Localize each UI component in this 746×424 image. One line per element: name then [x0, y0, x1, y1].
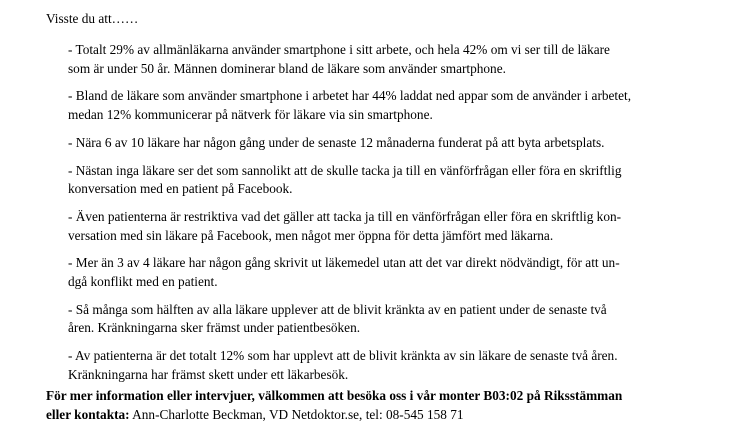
fact-item	[68, 301, 694, 338]
fact-item	[68, 134, 694, 153]
fact-line: versation med sin läkare på Facebook, men något mer öppna för detta jämfört med läkarna.	[68, 227, 554, 243]
fact-item	[68, 254, 694, 291]
fact-line: konversation med en patient på Facebook.	[68, 181, 293, 197]
fact-line: som är under 50 år. Männen dominerar bland de läkare som använder smartphone.	[68, 60, 506, 76]
fact-line: åren. Kränkningarna sker främst under patientbesöken.	[68, 320, 361, 336]
contact-details: Ann-Charlotte Beckman, VD Netdoktor.se, tel: 08-545 158 71	[129, 406, 464, 422]
fact-line: Kränkningarna har främst skett under ett läkarbesök.	[68, 366, 349, 382]
fact-line: - Nästan inga läkare ser det som sannolikt att de skulle tacka ja till en vänförfrågan eller föra en skriftlig	[68, 162, 622, 178]
fact-line: - Nära 6 av 10 läkare har någon gång under de senaste 12 månaderna funderat på att byta arbetsplats.	[68, 134, 605, 150]
contact-invitation: För mer information eller intervjuer, välkommen att besöka oss i vår monter B03:02 på Riksstämman	[46, 388, 623, 403]
intro-heading: Visste du att……	[46, 11, 139, 26]
fact-line: - Även patienterna är restriktiva vad det gäller att tacka ja till en vänförfrågan eller föra en skriftlig kon-	[68, 209, 622, 225]
fact-line: - Bland de läkare som använder smartphone i arbetet har 44% laddat ned appar som de använder i arbetet,	[68, 88, 632, 104]
contact-label: eller kontakta:	[46, 406, 130, 422]
fact-line: dgå konflikt med en patient.	[68, 273, 218, 289]
fact-line: medan 12% kommunicerar på nätverk för läkare via sin smartphone.	[68, 106, 433, 122]
contact-footer	[46, 387, 726, 424]
fact-item	[68, 41, 694, 78]
fact-line: - Av patienterna är det totalt 12% som har upplevt att de blivit kränkta av sin läkare de senaste två åren.	[68, 348, 618, 364]
fact-list	[68, 41, 694, 384]
fact-item	[68, 347, 694, 384]
fact-line: - Mer än 3 av 4 läkare har någon gång skrivit ut läkemedel utan att det var direkt nödvändigt, för att un-	[68, 255, 620, 271]
fact-line: - Totalt 29% av allmänläkarna använder smartphone i sitt arbete, och hela 42% om vi ser till de läkare	[68, 42, 610, 57]
fact-line: - Så många som hälften av alla läkare upplever att de blivit kränkta av en patient under de senaste två	[68, 301, 607, 317]
fact-item	[68, 87, 694, 124]
fact-item	[68, 208, 694, 245]
fact-item	[68, 162, 694, 199]
